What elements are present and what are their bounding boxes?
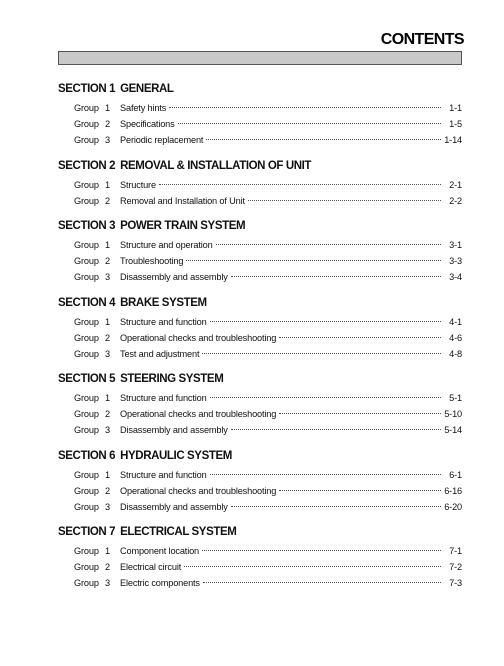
group-word: Group <box>74 578 99 588</box>
entry-name: Disassembly and assembly <box>120 272 228 282</box>
section-number: SECTION 3 <box>58 220 116 232</box>
dot-leader <box>248 200 441 201</box>
section-7 <box>58 524 462 601</box>
section-6 <box>58 448 462 525</box>
entry-name: Disassembly and assembly <box>120 425 228 435</box>
entry-name: Structure and function <box>120 393 207 403</box>
page-number: 2-2 <box>449 195 462 206</box>
section-heading <box>58 295 462 311</box>
entry-name: Structure <box>120 179 156 190</box>
page-number: 7-3 <box>449 578 462 588</box>
toc-entry[interactable] <box>58 253 462 269</box>
section-name: ELECTRICAL SYSTEM <box>120 526 237 538</box>
page-number: 7-2 <box>449 562 462 572</box>
page-number: 4-6 <box>449 332 462 343</box>
toc-entry[interactable] <box>58 116 462 132</box>
section-number: SECTION 5 <box>58 373 116 385</box>
dot-leader <box>279 413 441 414</box>
dot-leader <box>159 184 441 185</box>
page-title: CONTENTS <box>380 31 464 48</box>
dot-leader <box>203 582 441 583</box>
dot-leader <box>202 550 441 551</box>
entry-name: Troubleshooting <box>120 256 184 266</box>
page-number: 1-1 <box>449 103 462 113</box>
toc-entry[interactable] <box>58 499 462 515</box>
dot-leader <box>186 260 441 261</box>
toc-entry[interactable] <box>58 100 462 116</box>
page-number: 5-1 <box>449 393 462 403</box>
toc-entry[interactable] <box>58 543 462 559</box>
title-rule-bar <box>58 51 462 65</box>
page-number: 6-16 <box>444 485 462 496</box>
entry-name: Component location <box>120 546 200 556</box>
group-word: Group <box>74 195 99 206</box>
toc-entry[interactable] <box>58 483 462 499</box>
entry-name: Test and adjustment <box>120 348 200 359</box>
entry-name: Disassembly and assembly <box>120 501 228 512</box>
group-word: Group <box>74 103 99 113</box>
toc-entry[interactable] <box>58 422 462 438</box>
section-heading <box>58 218 462 234</box>
entry-name: Electrical circuit <box>120 562 182 572</box>
group-word: Group <box>74 409 99 419</box>
section-2 <box>58 158 462 219</box>
group-word: Group <box>74 240 99 250</box>
dot-leader <box>178 123 441 124</box>
section-name: GENERAL <box>120 83 174 95</box>
toc-entry[interactable] <box>58 390 462 406</box>
page-number: 6-1 <box>449 469 462 480</box>
group-number: 3 <box>105 272 110 282</box>
group-number: 1 <box>105 240 110 250</box>
toc-entry[interactable] <box>58 237 462 253</box>
dot-leader <box>169 107 441 108</box>
group-word: Group <box>74 562 99 572</box>
page-number: 5-10 <box>444 409 462 419</box>
toc-entry[interactable] <box>58 177 462 193</box>
page-number: 5-14 <box>444 425 462 435</box>
section-1 <box>58 81 462 158</box>
section-heading <box>58 524 462 540</box>
dot-leader <box>210 397 441 398</box>
page-number: 4-1 <box>449 316 462 327</box>
group-number: 2 <box>105 119 110 129</box>
group-number: 1 <box>105 393 110 403</box>
group-word: Group <box>74 256 99 266</box>
toc-entry[interactable] <box>58 314 462 330</box>
toc-entry[interactable] <box>58 346 462 362</box>
section-5 <box>58 371 462 448</box>
dot-leader <box>206 139 441 140</box>
entry-name: Structure and function <box>120 469 207 480</box>
group-number: 3 <box>105 425 110 435</box>
dot-leader <box>210 321 441 322</box>
group-number: 1 <box>105 103 110 113</box>
entry-name: Structure and function <box>120 316 207 327</box>
section-number: SECTION 4 <box>58 296 116 309</box>
page-number: 3-3 <box>449 256 462 266</box>
dot-leader <box>216 244 441 245</box>
group-number: 2 <box>105 332 110 343</box>
group-word: Group <box>74 485 99 496</box>
section-heading <box>58 448 462 464</box>
toc-entry[interactable] <box>58 193 462 209</box>
group-word: Group <box>74 316 99 327</box>
group-word: Group <box>74 135 99 145</box>
group-number: 2 <box>105 256 110 266</box>
group-number: 2 <box>105 409 110 419</box>
dot-leader <box>210 474 441 475</box>
page-number: 1-5 <box>449 119 462 129</box>
section-name: POWER TRAIN SYSTEM <box>120 220 246 232</box>
page-number: 3-1 <box>449 240 462 250</box>
dot-leader <box>231 506 441 507</box>
entry-name: Removal and Installation of Unit <box>120 195 245 206</box>
page-number: 1-14 <box>444 135 462 145</box>
table-of-contents <box>58 81 462 601</box>
toc-entry[interactable] <box>58 330 462 346</box>
section-number: SECTION 1 <box>58 83 116 95</box>
page-number: 7-1 <box>449 546 462 556</box>
section-number: SECTION 7 <box>58 526 116 538</box>
group-number: 2 <box>105 485 110 496</box>
page-number: 4-8 <box>449 348 462 359</box>
toc-entry[interactable] <box>58 559 462 575</box>
section-3 <box>58 218 462 295</box>
group-word: Group <box>74 272 99 282</box>
group-word: Group <box>74 469 99 480</box>
group-word: Group <box>74 179 99 190</box>
section-number: SECTION 2 <box>58 159 116 172</box>
section-name: HYDRAULIC SYSTEM <box>120 449 232 462</box>
entry-name: Operational checks and troubleshooting <box>120 332 277 343</box>
section-heading <box>58 158 462 174</box>
entry-name: Safety hints <box>120 103 167 113</box>
group-word: Group <box>74 546 99 556</box>
dot-leader <box>279 490 441 491</box>
page-number: 2-1 <box>449 179 462 190</box>
entry-name: Operational checks and troubleshooting <box>120 485 277 496</box>
group-number: 3 <box>105 578 110 588</box>
dot-leader <box>202 353 441 354</box>
toc-entry[interactable] <box>58 467 462 483</box>
entry-name: Operational checks and troubleshooting <box>120 409 277 419</box>
toc-entry[interactable] <box>58 132 462 148</box>
group-word: Group <box>74 348 99 359</box>
section-4 <box>58 295 462 372</box>
section-name: REMOVAL & INSTALLATION OF UNIT <box>120 159 312 172</box>
group-word: Group <box>74 425 99 435</box>
section-name: BRAKE SYSTEM <box>120 296 207 309</box>
group-word: Group <box>74 393 99 403</box>
toc-entry[interactable] <box>58 406 462 422</box>
dot-leader <box>279 337 441 338</box>
group-number: 1 <box>105 316 110 327</box>
page-number: 6-20 <box>444 501 462 512</box>
group-number: 1 <box>105 179 110 190</box>
group-word: Group <box>74 332 99 343</box>
section-heading <box>58 371 462 387</box>
group-number: 2 <box>105 562 110 572</box>
group-number: 1 <box>105 546 110 556</box>
entry-name: Structure and operation <box>120 240 213 250</box>
group-number: 1 <box>105 469 110 480</box>
group-word: Group <box>74 119 99 129</box>
section-name: STEERING SYSTEM <box>120 373 224 385</box>
dot-leader <box>184 566 441 567</box>
entry-name: Specifications <box>120 119 175 129</box>
group-number: 2 <box>105 195 110 206</box>
group-number: 3 <box>105 348 110 359</box>
entry-name: Electric components <box>120 578 200 588</box>
entry-name: Periodic replacement <box>120 135 204 145</box>
group-number: 3 <box>105 135 110 145</box>
dot-leader <box>231 429 441 430</box>
toc-entry[interactable] <box>58 575 462 591</box>
dot-leader <box>231 276 441 277</box>
group-word: Group <box>74 501 99 512</box>
toc-entry[interactable] <box>58 269 462 285</box>
section-heading <box>58 81 462 97</box>
group-number: 3 <box>105 501 110 512</box>
section-number: SECTION 6 <box>58 449 116 462</box>
page-number: 3-4 <box>449 272 462 282</box>
